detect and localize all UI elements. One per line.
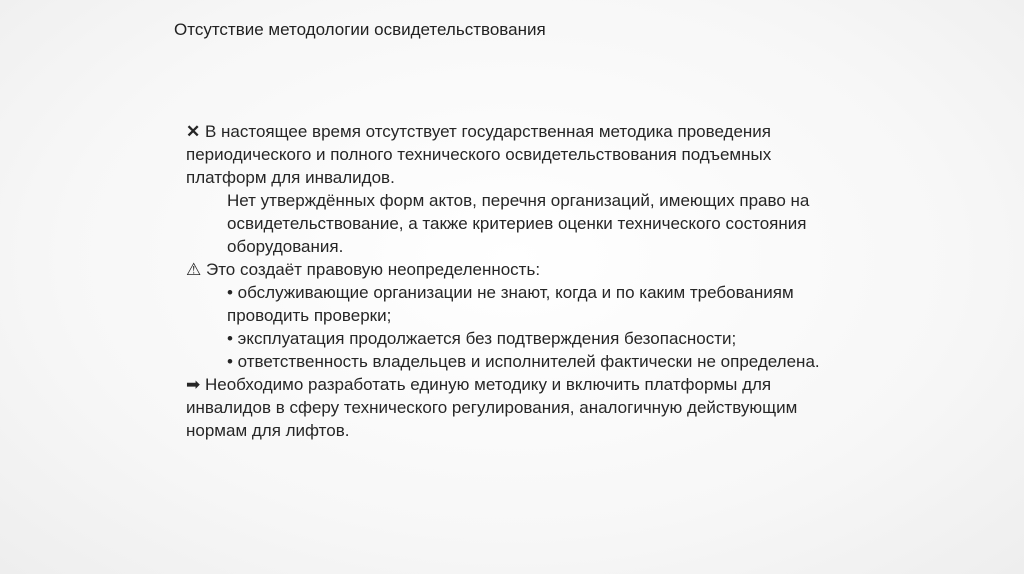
paragraph-no-forms: [186, 189, 826, 258]
paragraph-legal-uncertainty: [186, 258, 826, 281]
slide-body: [186, 120, 826, 442]
slide-title: Отсутствие методологии освидетельствования: [174, 20, 546, 39]
list-item-organizations: [186, 281, 826, 327]
list-item-responsibility: [186, 350, 826, 373]
list-item-text: • эксплуатация продолжается без подтверждения безопасности;: [227, 329, 737, 348]
list-item-text: • ответственность владельцев и исполнителей фактически не определена.: [227, 352, 820, 371]
paragraph-text: Необходимо разработать единую методику и включить платформы для инвалидов в сферу технического регулирования, аналогичную действующим нормам для лифтов.: [186, 375, 798, 440]
warning-icon: ⚠: [186, 260, 202, 279]
paragraph-no-methodology: [186, 120, 826, 189]
list-item-text: • обслуживающие организации не знают, когда и по каким требованиям проводить проверки;: [227, 283, 794, 325]
cross-mark-icon: ✕: [186, 122, 201, 141]
paragraph-conclusion: [186, 373, 826, 442]
list-item-operation: [186, 327, 826, 350]
right-arrow-icon: ➡: [186, 375, 201, 394]
paragraph-text: В настоящее время отсутствует государственная методика проведения периодического и полного технического освидетельствования подъемных платформ для инвалидов.: [186, 122, 772, 187]
paragraph-text: Нет утверждённых форм актов, перечня организаций, имеющих право на освидетельствование, а также критериев оценки технического состояния оборудования.: [227, 191, 810, 256]
paragraph-text: Это создаёт правовую неопределенность:: [201, 260, 541, 279]
